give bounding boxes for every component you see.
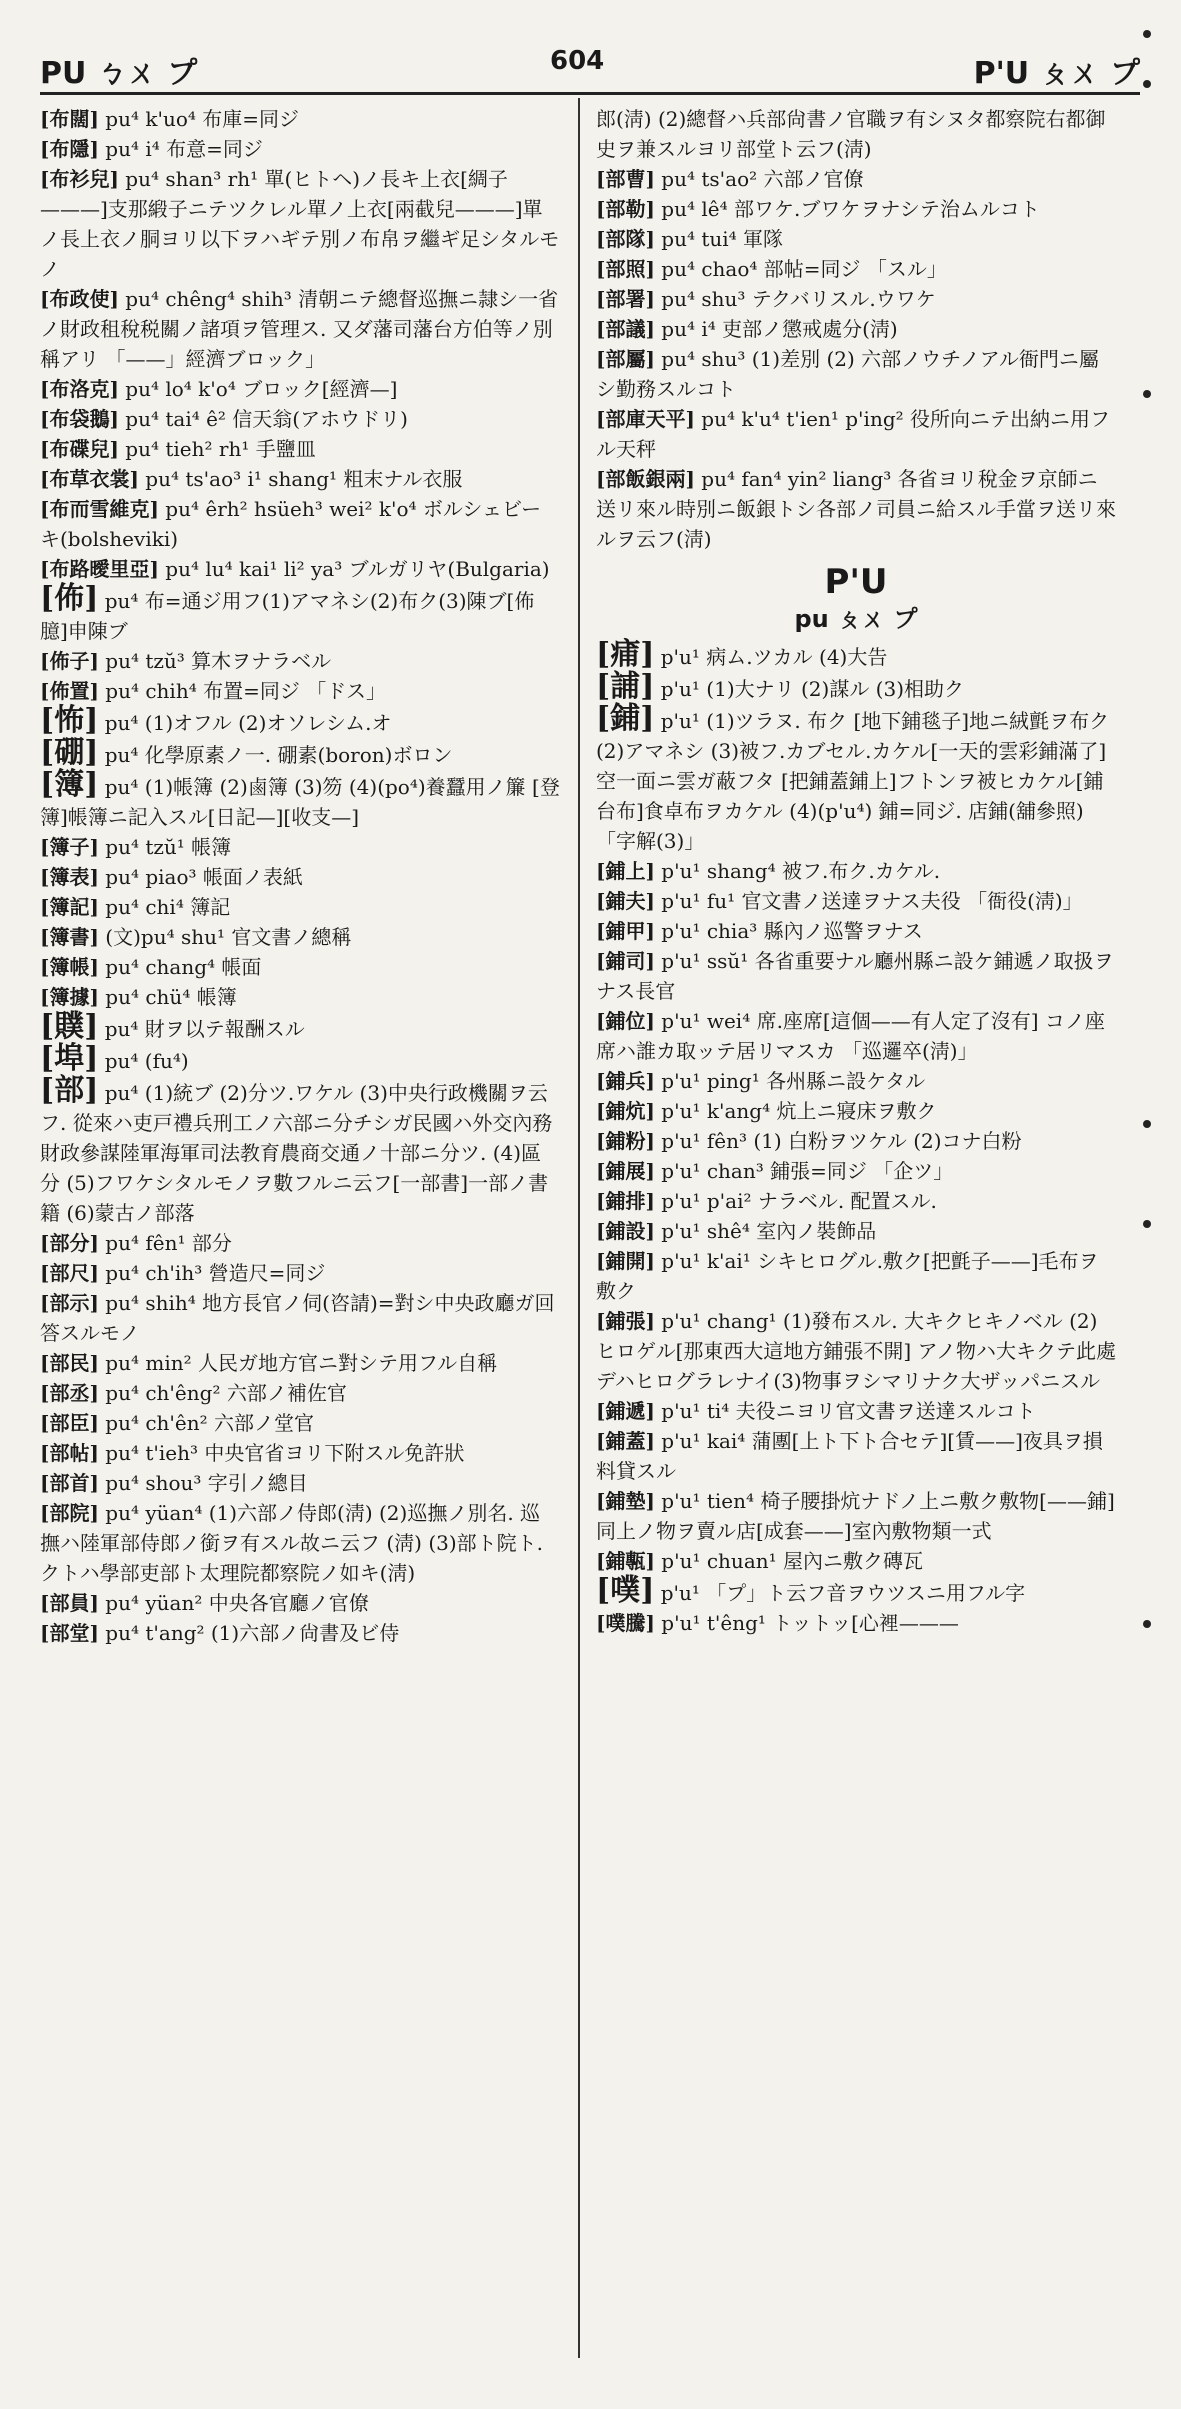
dictionary-entry: [40, 1378, 560, 1408]
dictionary-entry: [40, 1468, 560, 1498]
dictionary-entry: [40, 284, 560, 374]
entry-headword: [鋪甲]: [596, 919, 655, 943]
entry-definition: pu⁴ shu³ (1)差別 (2) 六部ノウチノアル衙門ニ屬シ勤務スルコト: [596, 347, 1099, 401]
left-column: [40, 104, 560, 1648]
entry-headword: [鋪遞]: [596, 1399, 655, 1423]
entry-definition: pu⁴ chêng⁴ shih³ 清朝ニテ總督巡撫ニ隷シ一省ノ財政租稅税關ノ諸項ヲ管理ス. 又ダ藩司藩台方伯等ノ別稱アリ 「——」經濟ブロック」: [40, 287, 559, 371]
entry-headword: [布洛克]: [40, 377, 119, 401]
dictionary-entry: [40, 862, 560, 892]
dictionary-entry: [596, 1396, 1116, 1426]
entry-definition: p'u¹ (1)大ナリ (2)謀ル (3)相助ク: [654, 677, 965, 701]
entry-definition: pu⁴ lo⁴ k'o⁴ ブロック[經濟—]: [118, 377, 398, 401]
dictionary-entry: [40, 1258, 560, 1288]
entry-definition: pu⁴ ch'ên² 六部ノ堂官: [98, 1411, 315, 1435]
section-romanized: P'U: [824, 562, 888, 602]
dictionary-entry: [596, 344, 1116, 404]
entry-definition: pu⁴ shih⁴ 地方長官ノ伺(咨請)=對シ中央政廳ガ回答スルモノ: [40, 1291, 555, 1345]
entry-definition: pu⁴ shan³ rh¹ 單(ヒトヘ)ノ長キ上衣[綢子———]支那緞子ニテツクレル單ノ上衣[兩截兒———]單ノ長上衣ノ胴ヨリ以下ヲハギテ別ノ布帛ヲ繼ギ足シタルモノ: [40, 167, 560, 281]
entry-headword: [布闊]: [40, 107, 99, 131]
dictionary-entry: [596, 1066, 1116, 1096]
entry-headword: [痡]: [596, 637, 655, 672]
dictionary-entry: [596, 104, 1116, 164]
entry-headword: [布碟兒]: [40, 437, 119, 461]
entry-headword: [鋪炕]: [596, 1099, 655, 1123]
dictionary-entry: [40, 703, 560, 738]
entry-definition: pu⁴ shu³ テクバリスル.ウワケ: [654, 287, 936, 311]
entry-headword: [部首]: [40, 1471, 99, 1495]
dictionary-entry: [40, 434, 560, 464]
entry-definition: pu⁴ t'ieh³ 中央官省ヨリ下附スル免許狀: [98, 1441, 465, 1465]
entry-definition: pu⁴ tieh² rh¹ 手鹽皿: [118, 437, 316, 461]
dictionary-entry: [40, 767, 560, 832]
entry-definition: p'u¹ ping¹ 各州縣ニ設ケタル: [654, 1069, 926, 1093]
dictionary-entry: [596, 1486, 1116, 1546]
entry-headword: [鋪上]: [596, 859, 655, 883]
entry-definition: p'u¹ chang¹ (1)發布スル. 大キクヒキノベル (2)ヒロゲル[那東西大這地方鋪張不開] アノ物ハ大キクテ此處デハヒログラレナイ(3)物事ヲシマリナク大ザッパニスル: [596, 1309, 1116, 1393]
entry-definition: pu⁴ ts'ao² 六部ノ官僚: [654, 167, 864, 191]
entry-headword: [鋪]: [596, 701, 655, 736]
entry-headword: [布袋鵝]: [40, 407, 119, 431]
entry-definition: pu⁴ ch'êng² 六部ノ補佐官: [98, 1381, 347, 1405]
dictionary-entry: [40, 952, 560, 982]
dictionary-entry: [40, 1588, 560, 1618]
entry-headword: [部飯銀兩]: [596, 467, 695, 491]
entry-headword: [鋪司]: [596, 949, 655, 973]
entry-headword: [鋪張]: [596, 1309, 655, 1333]
entry-headword: [簿表]: [40, 865, 99, 889]
entry-definition: pu⁴ 財ヲ以テ報酬スル: [98, 1017, 305, 1041]
dictionary-entry: [40, 1348, 560, 1378]
entry-headword: [布路曖里亞]: [40, 557, 159, 581]
dictionary-entry: [596, 701, 1116, 856]
entry-headword: [誧]: [596, 669, 655, 704]
header-right-heading: P'U ㄆㄨ プ: [973, 56, 1140, 91]
entry-headword: [部勒]: [596, 197, 655, 221]
dictionary-entry: [40, 554, 560, 584]
entry-definition: pu⁴ ts'ao³ i¹ shang¹ 粗末ナル衣服: [138, 467, 463, 491]
entry-definition: p'u¹ ti⁴ 夫役ニヨリ官文書ヲ送達スルコト: [654, 1399, 1036, 1423]
page-number: 604: [550, 46, 605, 76]
entry-headword: [噗]: [596, 1573, 655, 1608]
dictionary-entry: [596, 886, 1116, 916]
entry-definition: pu⁴ fên¹ 部分: [98, 1231, 232, 1255]
entry-definition: pu⁴ chi⁴ 簿記: [98, 895, 231, 919]
entry-headword: [硼]: [40, 735, 99, 770]
entry-definition: pu⁴ êrh² hsüeh³ wei² k'o⁴ ボルシェビーキ(bolsheviki): [40, 497, 542, 551]
entry-definition: p'u¹ p'ai² ナラベル. 配置スル.: [654, 1189, 937, 1213]
entry-headword: [鋪兵]: [596, 1069, 655, 1093]
entry-definition: p'u¹ wei⁴ 席.座席[這個——有人定了沒有] コノ座席ハ誰カ取ッテ居リマスカ 「巡邏卒(淸)」: [596, 1009, 1105, 1063]
entry-headword: [部尺]: [40, 1261, 99, 1285]
dictionary-entry: [596, 1608, 1116, 1638]
entry-definition: pu⁴ i⁴ 吏部ノ懲戒處分(淸): [654, 317, 898, 341]
page-header: [40, 40, 1140, 91]
dictionary-entry: [596, 1186, 1116, 1216]
dictionary-entry: [596, 916, 1116, 946]
dictionary-entry: [596, 254, 1116, 284]
entry-definition: pu⁴ tzŭ¹ 帳簿: [98, 835, 232, 859]
dictionary-entry: [40, 164, 560, 284]
dictionary-entry: [40, 494, 560, 554]
dictionary-entry: [596, 404, 1116, 464]
dictionary-entry: [596, 194, 1116, 224]
entry-definition: p'u¹ kai⁴ 蒲團[上ト下ト合セテ][賃——]夜具ヲ損料貸スル: [596, 1429, 1103, 1483]
entry-definition: pu⁴ fan⁴ yin² liang³ 各省ヨリ稅金ヲ京師ニ送リ來ル時別ニ飯銀トシ各部ノ司員ニ給スル手當ヲ送リ來ルヲ云フ(淸): [596, 467, 1116, 551]
entry-headword: [部院]: [40, 1501, 99, 1525]
entry-headword: [簿子]: [40, 835, 99, 859]
entry-headword: [鋪排]: [596, 1189, 655, 1213]
dictionary-entry: [596, 164, 1116, 194]
entry-definition: pu⁴ tzŭ³ 算木ヲナラベル: [98, 649, 332, 673]
dictionary-entry: [596, 1126, 1116, 1156]
dictionary-entry: [40, 982, 560, 1012]
dictionary-entry: [596, 1546, 1116, 1576]
entry-definition: pu⁴ min² 人民ガ地方官ニ對シテ用フル自稱: [98, 1351, 498, 1375]
entry-definition: p'u¹ fên³ (1) 白粉ヲツケル (2)コナ白粉: [654, 1129, 1022, 1153]
entry-headword: [怖]: [40, 703, 99, 738]
entry-definition: pu⁴ t'ang² (1)六部ノ尙書及ビ侍: [98, 1621, 400, 1645]
dictionary-entry: [40, 404, 560, 434]
entry-definition: pu⁴ (fu⁴): [98, 1049, 189, 1073]
entry-headword: [部署]: [596, 287, 655, 311]
dictionary-entry: [596, 1306, 1116, 1396]
section-reading: pu ㄆㄨ プ: [794, 605, 918, 633]
dictionary-entry: [40, 464, 560, 494]
entry-headword: [布而雪維克]: [40, 497, 159, 521]
edge-mark: [1143, 30, 1151, 38]
entry-headword: [鋪甎]: [596, 1549, 655, 1573]
dictionary-entry: [40, 134, 560, 164]
entry-headword: [簿帳]: [40, 955, 99, 979]
entry-headword: [部分]: [40, 1231, 99, 1255]
entry-headword: [鋪展]: [596, 1159, 655, 1183]
entry-definition: p'u¹ chia³ 縣內ノ巡警ヲナス: [654, 919, 923, 943]
dictionary-entry: [40, 676, 560, 706]
dictionary-entry: [40, 104, 560, 134]
entry-headword: [部丞]: [40, 1381, 99, 1405]
entry-definition: pu⁴ (1)オフル (2)オソレシム.オ: [98, 711, 392, 735]
dictionary-entry: [596, 464, 1116, 554]
entry-definition: pu⁴ yüan⁴ (1)六部ノ侍郎(淸) (2)巡撫ノ別名. 巡撫ハ陸軍部侍郎ノ銜ヲ有スル故ニ云フ (淸) (3)部ト院ト. クトハ學部吏部ト太理院都察院ノ如キ(淸): [40, 1501, 544, 1585]
entry-definition: pu⁴ lu⁴ kai¹ li² ya³ ブルガリヤ(Bulgaria): [158, 557, 550, 581]
dictionary-entry: [596, 946, 1116, 1006]
dictionary-page: [40, 40, 1140, 2380]
entry-definition: p'u¹ t'êng¹ トットッ[心裡———: [654, 1611, 959, 1635]
entry-definition: pu⁴ shou³ 字引ノ總目: [98, 1471, 308, 1495]
entry-definition: pu⁴ yüan² 中央各官廳ノ官僚: [98, 1591, 369, 1615]
dictionary-entry: [596, 284, 1116, 314]
entry-headword: [部議]: [596, 317, 655, 341]
entry-definition: pu⁴ 化學原素ノ一. 硼素(boron)ボロン: [98, 743, 453, 767]
entry-headword: [鋪開]: [596, 1249, 655, 1273]
entry-definition: p'u¹ 「プ」ト云フ音ヲウツスニ用フル字: [654, 1581, 1026, 1605]
section-heading: [596, 562, 1116, 636]
dictionary-entry: [40, 1288, 560, 1348]
entry-definition: pu⁴ piao³ 帳面ノ表紙: [98, 865, 303, 889]
entry-headword: [佈子]: [40, 649, 99, 673]
dictionary-entry: [596, 1246, 1116, 1306]
dictionary-entry: [40, 646, 560, 676]
entry-definition: pu⁴ tui⁴ 軍隊: [654, 227, 784, 251]
entry-definition: pu⁴ lê⁴ 部ワケ.ブワケヲナシテ治ムルコト: [654, 197, 1040, 221]
entry-headword: [部示]: [40, 1291, 99, 1315]
entry-definition: pu⁴ k'u⁴ t'ien¹ p'ing² 役所向ニテ出納ニ用フル天秤: [596, 407, 1111, 461]
dictionary-entry: [40, 922, 560, 952]
entry-definition: p'u¹ chuan¹ 屋內ニ敷ク磚瓦: [654, 1549, 923, 1573]
entry-headword: [布衫兒]: [40, 167, 119, 191]
entry-headword: [簿]: [40, 767, 99, 802]
entry-definition: (文)pu⁴ shu¹ 官文書ノ總稱: [98, 925, 352, 949]
dictionary-entry: [40, 1041, 560, 1076]
dictionary-entry: [40, 735, 560, 770]
entry-definition: p'u¹ shang⁴ 被フ.布ク.カケル.: [654, 859, 941, 883]
dictionary-entry: [40, 1228, 560, 1258]
page-edge-marks: [1143, 20, 1173, 2390]
entry-definition: 郎(淸) (2)總督ハ兵部尙書ノ官職ヲ有シヌタ都察院右都御史ヲ兼スルヨリ部堂ト云フ(淸): [596, 107, 1106, 161]
entry-headword: [簿記]: [40, 895, 99, 919]
edge-mark: [1143, 1620, 1151, 1628]
entry-headword: [部]: [40, 1073, 99, 1108]
entry-headword: [部庫天平]: [596, 407, 695, 431]
entry-headword: [部帖]: [40, 1441, 99, 1465]
edge-mark: [1143, 80, 1151, 88]
dictionary-entry: [596, 224, 1116, 254]
entry-headword: [部曹]: [596, 167, 655, 191]
entry-headword: [鋪粉]: [596, 1129, 655, 1153]
entry-definition: p'u¹ chan³ 鋪張=同ジ 「企ツ」: [654, 1159, 954, 1183]
dictionary-entry: [596, 1426, 1116, 1486]
entry-headword: [布草衣裳]: [40, 467, 139, 491]
entry-headword: [贌]: [40, 1009, 99, 1044]
dictionary-entry: [40, 1438, 560, 1468]
right-column: [596, 104, 1116, 1638]
entry-definition: p'u¹ ssŭ¹ 各省重要ナル廳州縣ニ設ケ鋪遞ノ取扱ヲナス長官: [596, 949, 1114, 1003]
entry-definition: p'u¹ k'ai¹ シキヒログル.敷ク[把氈子——]毛布ヲ敷ク: [596, 1249, 1099, 1303]
entry-definition: pu⁴ (1)帳簿 (2)鹵簿 (3)笏 (4)(po⁴)養蠶用ノ簾 [登簿]帳簿ニ記入スル[日記—][收支—]: [40, 775, 560, 829]
entry-definition: p'u¹ tien⁴ 椅子腰掛炕ナドノ上ニ敷ク敷物[——鋪]同上ノ物ヲ賣ル店[成套——]室內敷物類一式: [596, 1489, 1115, 1543]
dictionary-entry: [40, 832, 560, 862]
entry-definition: pu⁴ 布=通ジ用フ(1)アマネシ(2)布ク(3)陳ブ[佈臆]申陳ブ: [40, 589, 535, 643]
dictionary-entry: [596, 1216, 1116, 1246]
edge-mark: [1143, 1120, 1151, 1128]
dictionary-entry: [40, 1408, 560, 1438]
entry-definition: pu⁴ i⁴ 布意=同ジ: [98, 137, 263, 161]
entry-headword: [佈]: [40, 581, 99, 616]
entry-headword: [部堂]: [40, 1621, 99, 1645]
dictionary-entry: [40, 1618, 560, 1648]
entry-headword: [鋪墊]: [596, 1489, 655, 1513]
entry-headword: [鋪夫]: [596, 889, 655, 913]
entry-definition: p'u¹ (1)ツラヌ. 布ク [地下鋪毯子]地ニ絨氈ヲ布ク (2)アマネシ (3)被フ.カブセル.カケル[一天的雲彩鋪滿了]空一面ニ雲ガ蔽フタ [把鋪蓋鋪上]フトンヲ被ヒカケル[鋪台布]食卓布ヲカケル (4)(p'u⁴) 鋪=同ジ. 店鋪(舖參照) 「字解(3)」: [596, 709, 1110, 853]
entry-headword: [鋪蓋]: [596, 1429, 655, 1453]
entry-headword: [布政使]: [40, 287, 119, 311]
entry-definition: p'u¹ k'ang⁴ 炕上ニ寢床ヲ敷ク: [654, 1099, 937, 1123]
entry-headword: [簿據]: [40, 985, 99, 1009]
entry-definition: p'u¹ fu¹ 官文書ノ送達ヲナス夫役 「衙役(淸)」: [654, 889, 1083, 913]
dictionary-entry: [40, 581, 560, 646]
dictionary-entry: [596, 314, 1116, 344]
dictionary-entry: [596, 637, 1116, 672]
entry-headword: [佈置]: [40, 679, 99, 703]
dictionary-entry: [40, 892, 560, 922]
dictionary-entry: [596, 1156, 1116, 1186]
entry-headword: [布隱]: [40, 137, 99, 161]
entry-definition: pu⁴ chih⁴ 布置=同ジ 「ドス」: [98, 679, 387, 703]
dictionary-entry: [596, 1006, 1116, 1066]
entry-headword: [噗騰]: [596, 1611, 655, 1635]
header-rule: [40, 92, 1140, 95]
entry-headword: [部員]: [40, 1591, 99, 1615]
entry-headword: [部臣]: [40, 1411, 99, 1435]
entry-headword: [部照]: [596, 257, 655, 281]
entry-headword: [部民]: [40, 1351, 99, 1375]
entry-definition: pu⁴ (1)統ブ (2)分ツ.ワケル (3)中央行政機關ヲ云フ. 從來ハ吏戸禮兵刑工ノ六部ニ分チシガ民國ハ外交內務財政參謀陸軍海軍司法教育農商交通ノ十部ニ分ツ. (4)區分 (5)フワケシタルモノヲ數フルニ云フ[一部書]一部ノ書籍 (6)蒙古ノ部落: [40, 1081, 553, 1225]
entry-headword: [鋪設]: [596, 1219, 655, 1243]
dictionary-entry: [596, 856, 1116, 886]
dictionary-entry: [40, 1073, 560, 1228]
dictionary-entry: [596, 669, 1116, 704]
entry-headword: [埠]: [40, 1041, 99, 1076]
entry-definition: pu⁴ ch'ih³ 營造尺=同ジ: [98, 1261, 326, 1285]
dictionary-entry: [40, 1009, 560, 1044]
entry-headword: [簿書]: [40, 925, 99, 949]
entry-headword: [部隊]: [596, 227, 655, 251]
entry-definition: p'u¹ 病ム.ツカル (4)大告: [654, 645, 888, 669]
entry-definition: pu⁴ tai⁴ ê² 信天翁(アホウドリ): [118, 407, 408, 431]
entry-definition: pu⁴ chao⁴ 部帖=同ジ 「スル」: [654, 257, 947, 281]
entry-headword: [鋪位]: [596, 1009, 655, 1033]
edge-mark: [1143, 1220, 1151, 1228]
entry-definition: p'u¹ shê⁴ 室內ノ裝飾品: [654, 1219, 877, 1243]
edge-mark: [1143, 390, 1151, 398]
dictionary-entry: [596, 1573, 1116, 1608]
entry-headword: [部屬]: [596, 347, 655, 371]
dictionary-entry: [40, 1498, 560, 1588]
header-left-heading: PU ㄅㄨ プ: [40, 56, 198, 91]
entry-definition: pu⁴ chü⁴ 帳簿: [98, 985, 237, 1009]
entry-definition: pu⁴ k'uo⁴ 布庫=同ジ: [98, 107, 300, 131]
dictionary-entry: [40, 374, 560, 404]
entry-definition: pu⁴ chang⁴ 帳面: [98, 955, 262, 979]
column-divider: [578, 98, 580, 2358]
dictionary-entry: [596, 1096, 1116, 1126]
